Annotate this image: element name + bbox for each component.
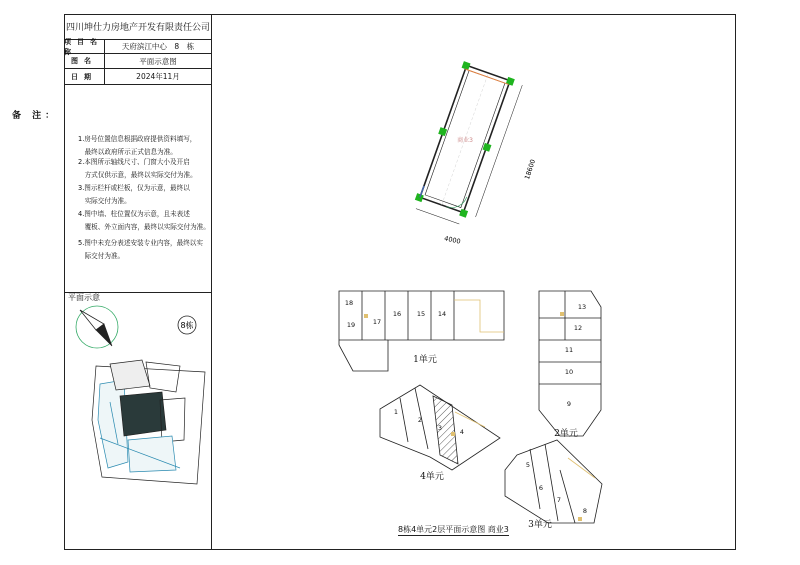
unit-2-plan (539, 291, 601, 439)
room-17: 17 (372, 318, 382, 326)
note-3: 3.图示栏杆或栏板，仅为示意，最终以 实际交付为准。 (78, 184, 190, 205)
room-14: 14 (437, 310, 447, 318)
room-8: 8 (582, 507, 588, 515)
date-label: 日期 (64, 69, 105, 84)
unit-3-label: 3单元 (528, 520, 552, 530)
room-4: 4 (459, 428, 465, 436)
room-3: 3 (437, 424, 443, 432)
dim-width: 4000 (443, 234, 462, 246)
room-5: 5 (525, 461, 531, 469)
room-1: 1 (393, 408, 399, 416)
date-value: 2024年11月 (136, 72, 180, 81)
room-15: 15 (416, 310, 426, 318)
notes-title: 备 注： (12, 111, 59, 121)
unit-3-plan (505, 440, 602, 530)
project-value: 天府滨江中心 8 栋 (121, 42, 195, 51)
room-18: 18 (344, 299, 354, 307)
project-label: 项目名称 (64, 37, 103, 56)
note-4: 4.图中墙、柱位置仅为示意，且未表述 覆板、外立面内容，最终以实际交付为准。 (78, 210, 210, 231)
unit-4-plan (380, 385, 500, 482)
unit-2-label: 2单元 (554, 429, 578, 439)
drawing-caption: 8栋4单元2层平面示意图 商业3 (398, 525, 509, 534)
note-5: 5.图中未充分表述安装专业内容，最终以实 际交付为准。 (78, 239, 203, 260)
svg-text:8栋: 8栋 (180, 321, 194, 330)
building-8-tag (178, 316, 196, 334)
north-arrow (76, 306, 118, 348)
room-12: 12 (573, 324, 583, 332)
room-2: 2 (417, 416, 423, 424)
unit-1-label: 1单元 (413, 355, 437, 365)
room-9: 9 (566, 400, 572, 408)
note-2: 2.本图所示轴线尺寸、门窗大小及开启 方式仅供示意，最终以实际交付为准。 (78, 158, 197, 179)
dim-length: 18600 (523, 158, 538, 181)
room-19: 19 (346, 321, 356, 329)
drawing-name-label: 图名 (64, 54, 105, 68)
site-map (92, 360, 205, 484)
room-13: 13 (577, 303, 587, 311)
note-1: 1.房号位置信息根据政府提供资料填写， 最终以政府所示正式信息为准。 (78, 135, 197, 156)
room-11: 11 (564, 346, 574, 354)
room-16: 16 (392, 310, 402, 318)
room-6: 6 (538, 484, 544, 492)
room-10: 10 (564, 368, 574, 376)
company-name: 四川坤仕力房地产开发有限责任公司 (64, 14, 212, 40)
unit-1-plan (339, 291, 504, 371)
unit-name-label: 商业3 (457, 137, 473, 144)
unit-4-label: 4单元 (420, 472, 444, 482)
unit-detail-plan (412, 61, 537, 246)
site-plan-label: 平面示意 (68, 293, 100, 302)
room-7: 7 (556, 496, 562, 504)
drawing-name-value: 平面示意图 (139, 56, 177, 66)
